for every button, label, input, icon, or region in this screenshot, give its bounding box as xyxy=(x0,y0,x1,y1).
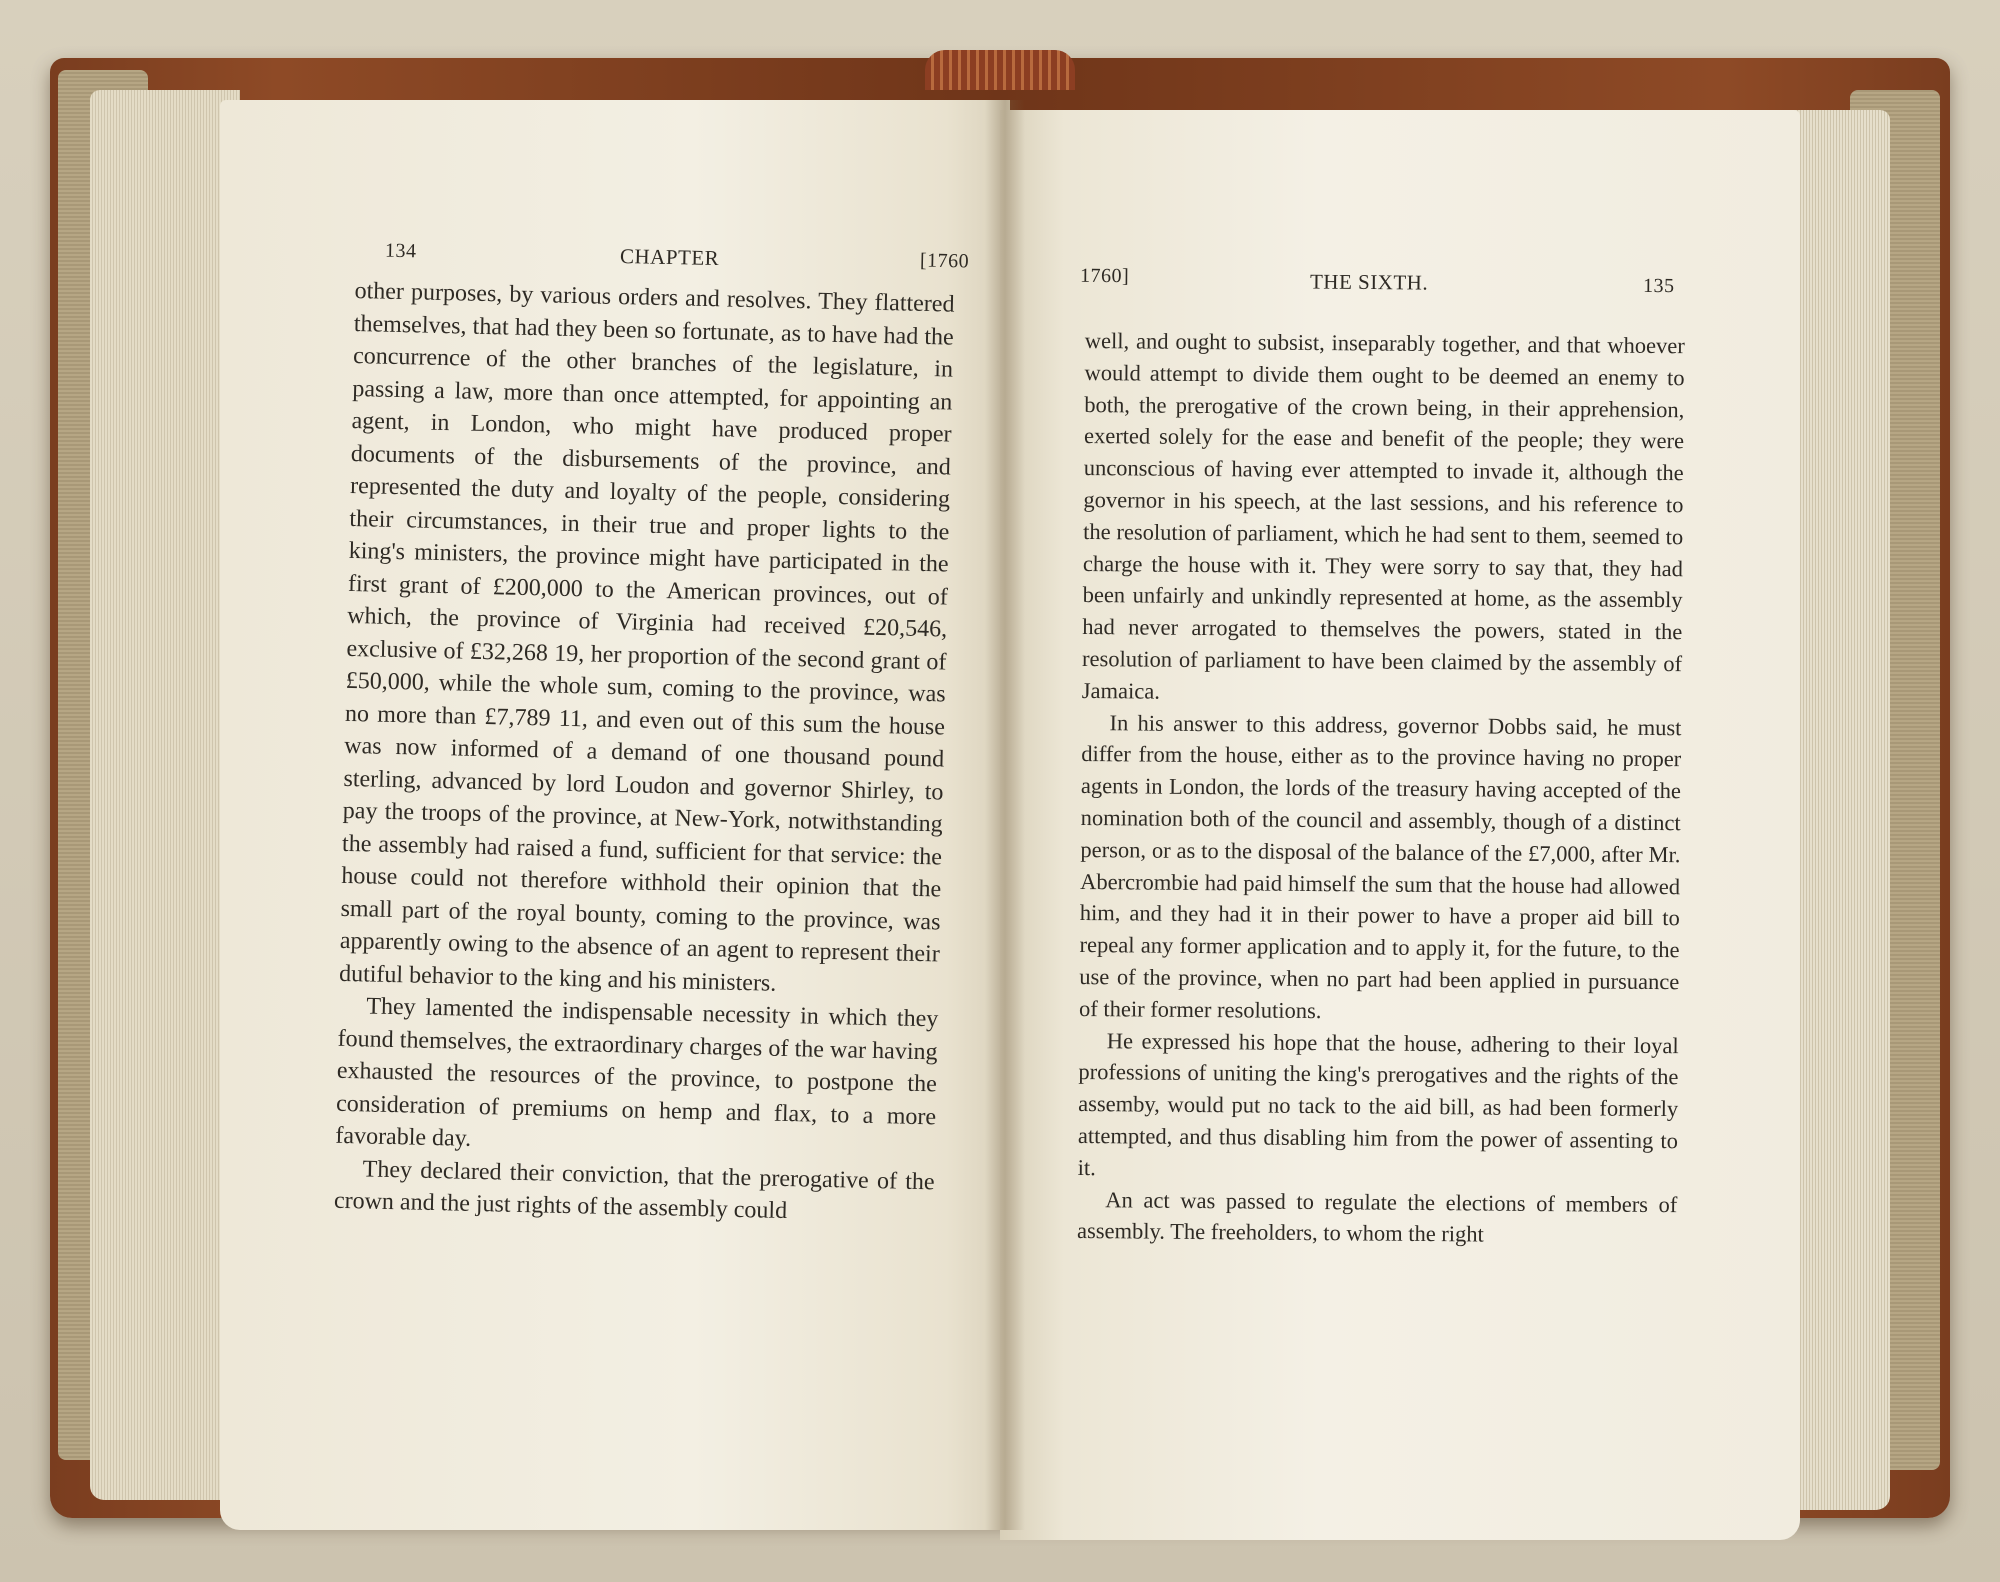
right-running-head: THE SIXTH. xyxy=(1309,269,1429,295)
book-spine-headband xyxy=(925,50,1075,90)
right-paragraph-2: In his answer to this address, governor Dobbs said, he must differ from the house, either as to the province having no proper agents in London, the lords of the treasury having accepted of the nomination both of the council and assembly, though of a distinct person, or as to the disposal of the balance of the £7,000, after Mr. Abercrombie had paid himself the sum that the house had allowed him, and they had it in their power to have a proper aid bill to repeal any former application and to apply it, for the future, to the use of the province, when no part had been applied in pursuance of their former resolutions. xyxy=(1078,709,1682,1023)
left-page-number: 134 xyxy=(384,239,417,263)
right-running-year: 1760] xyxy=(1079,264,1130,288)
right-page-text xyxy=(1077,325,1685,1252)
right-page xyxy=(1000,110,1800,1540)
right-paragraph-4: An act was passed to regulate the elections of members of assembly. The freeholders, to whom the right xyxy=(1076,1186,1678,1247)
left-running-head: CHAPTER xyxy=(619,243,720,271)
left-page-text xyxy=(334,275,955,1231)
left-paragraph-3: They declared their conviction, that the prerogative of the crown and the just rights of the assembly could xyxy=(333,1155,935,1225)
right-paragraph-1: well, and ought to subsist, inseparably together, and that whoever would attempt to divide them ought to be deemed an enemy to both, the prerogative of the crown being, in their apprehension, exerted solely for the ease and benefit of the people; they were unconscious of having ever attempted to invade it, although the governor in his speech, at the last sessions, and his reference to the resolution of parliament, which he had sent to them, seemed to charge the house with it. They were sorry to say that, they had been unfairly and unkindly represented at home, as the assembly had never arrogated to themselves the powers, stated in the resolution of parliament to have been claimed by the assembly of Jamaica. xyxy=(1081,327,1685,704)
left-paragraph-2: They lamented the indispensable necessity in which they found themselves, the extraordinary charges of the war having exhausted the resources of the province, to postpone the consideration of premiums on hemp and flax, to a more favorable day. xyxy=(335,993,939,1152)
right-page-number: 135 xyxy=(1642,274,1675,298)
book-gutter-shadow xyxy=(985,100,1025,1530)
page-edges-left xyxy=(90,90,240,1500)
left-running-year: [1760 xyxy=(919,249,970,273)
left-paragraph-1: other purposes, by various orders and resolves. They flattered themselves, that had they been so fortunate, as to have had the concurrence of the other branches of the legislature, in passing a law, more than once attempted, for appointing an agent, in London, who might have produced proper documents of the disbursements of the province, and represented the duty and loyalty of the people, considering their circumstances, in their true and proper lights to the king's ministers, the province might have participated in the first grant of £200,000 to the American provinces, out of which, the province of Virginia had received £20,546, exclusive of £32,268 19, her proportion of the second grant of £50,000, while the whole sum, coming to the province, was no more than £7,789 11, and even out of this sum the house was now informed of a demand of one thousand pound sterling, advanced by lord Loudon and governor Shirley, to pay the troops of the province, at New-York, notwithstanding the assembly had raised a fund, sufficient for that service: the house could not therefore withhold their opinion that the small part of the royal bounty, coming to the province, was apparently owing to the absence of an agent to represent their dutiful behavior to the king and his ministers. xyxy=(338,277,955,997)
left-page xyxy=(220,100,1010,1530)
right-paragraph-3: He expressed his hope that the house, adhering to their loyal professions of uniting the king's prerogatives and the rights of the assemby, would put no tack to the aid bill, as had been formerly attempted, and thus disabling him from the power of assenting to it. xyxy=(1077,1027,1679,1180)
